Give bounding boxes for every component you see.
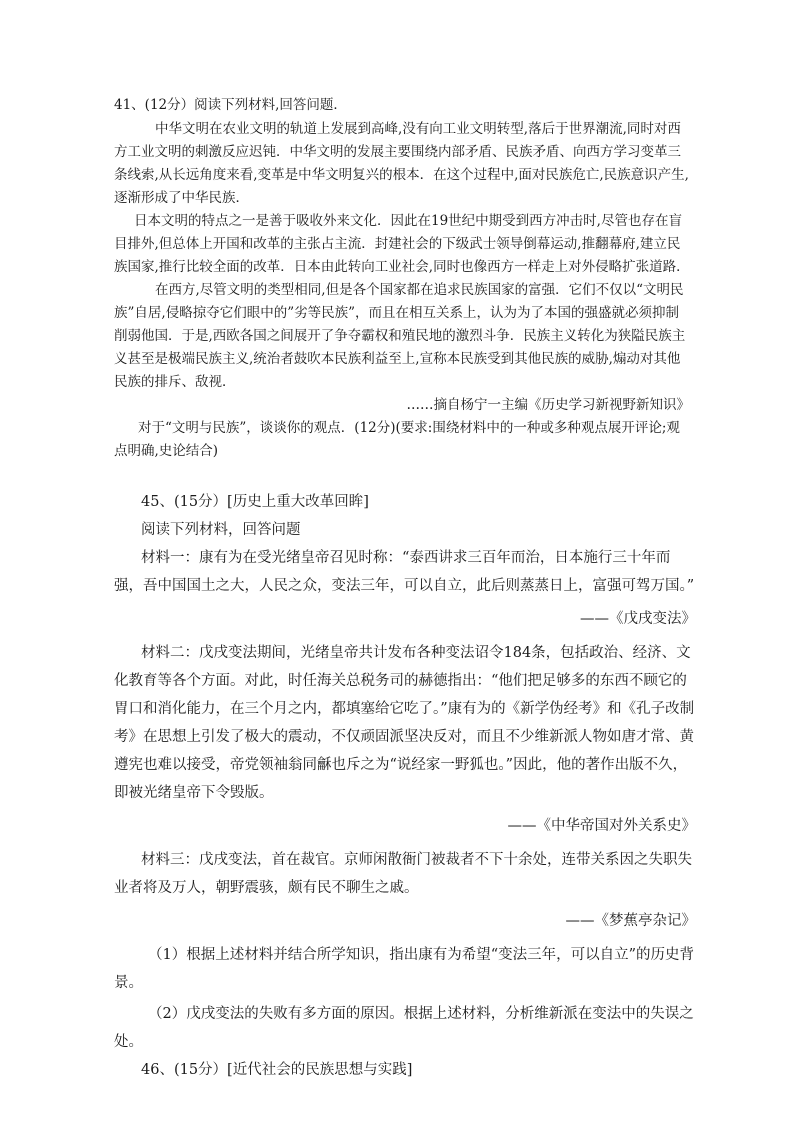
question-41-header: 41、(12分）阅读下列材料,回答问题． bbox=[114, 97, 347, 113]
q41-material-paragraph-west: 在西方,尽管文明的类型相同,但是各个国家都在追求民族国家的富强．它们不仅以“文明民族”自居,侵略掠夺它们眼中的”劣等民族”，而且在相互关系上，认为为了本国的强盛就必须抑制削弱他国．于是,西欧各国之间展开了争夺霸权和殖民地的激烈斗争．民族主义转化为狭隘民族主义甚至是极端民族主义,统治者鼓吹本民族利益至上,宣称本民族受到其他民族的威胁,煽动对其他民族的排斥、敌视． bbox=[114, 282, 686, 390]
q45-material-1-source: ——《戊戌变法》 bbox=[580, 611, 696, 627]
q41-material-source: ……摘自杨宁一主编《历史学习新视野新知识》 bbox=[406, 397, 690, 413]
question-46-header: 46、(15分）[近代社会的民族思想与实践] bbox=[141, 1062, 413, 1078]
q41-material-paragraph-china: 中华文明在农业文明的轨道上发展到高峰,没有向工业文明转型,落后于世界潮流,同时对西方工业文明的刺激反应迟钝．中华文明的发展主要围绕内部矛盾、民族矛盾、向西方学习变革三条线索,从长远角度来看,变革是中华文明复兴的根本．在这个过程中,面对民族危亡,民族意识产生,逐渐形成了中华民族． bbox=[114, 121, 689, 206]
q45-material-3: 材料三：戊戌变法，首在裁官。京师闲散衙门被裁者不下十余处，连带关系因之失职失业者将及万人，朝野震骇，颇有民不聊生之戚。 bbox=[114, 852, 692, 896]
q45-material-2: 材料二：戊戌变法期间，光绪皇帝共计发布各种变法诏令184条，包括政治、经济、文化教育等各个方面。对此，时任海关总税务司的赫德指出：“他们把足够多的东西不顾它的胃口和消化能力，在三个月之内，都填塞给它吃了。”康有为的《新学伪经考》和《孔子改制考》在思想上引发了极大的震动，不仅顽固派坚决反对，而且不少维新派人物如唐才常、黄遵宪也难以接受，帝党领袖翁同龢也斥之为“说经家一野狐也。”因此，他的著作出版不久，即被光绪皇帝下令毁版。 bbox=[114, 645, 695, 801]
q45-instruction: 阅读下列材料，回答问题 bbox=[141, 522, 301, 538]
q41-material-paragraph-japan: 日本文明的特点之一是善于吸收外来文化．因此在19世纪中期受到西方冲击时,尽管也存在盲目排外,但总体上开国和改革的主张占主流．封建社会的下级武士领导倒幕运动,推翻幕府,建立民族国家,推行比较全面的改革．日本由此转向工业社会,同时也像西方一样走上对外侵略扩张道路． bbox=[114, 213, 690, 275]
q45-material-1: 材料一：康有为在受光绪皇帝召见时称：“泰西讲求三百年而治，日本施行三十年而强，吾中国国土之大，人民之众，变法三年，可以自立，此后则蒸蒸日上，富强可驾万国。” bbox=[114, 550, 695, 594]
q45-material-3-source: ——《梦蕉亭杂记》 bbox=[565, 913, 696, 929]
question-45-header: 45、(15分）[历史上重大改革回眸] bbox=[141, 494, 369, 510]
q45-material-2-source: ——《中华帝国对外关系史》 bbox=[507, 818, 696, 834]
q41-question-prompt: 对于“文明与民族”，谈谈你的观点．(12分)(要求:围绕材料中的一种或多种观点展开评论;观点明确,史论结合) bbox=[114, 420, 680, 459]
q45-sub-question-1: （1）根据上述材料并结合所学知识，指出康有为希望“变法三年，可以自立”的历史背景。 bbox=[114, 947, 695, 991]
question-41 bbox=[114, 94, 690, 463]
q45-sub-question-2: （2）戊戌变法的失败有多方面的原因。根据上述材料，分析维新派在变法中的失误之处。 bbox=[114, 1006, 694, 1050]
question-45 bbox=[114, 488, 696, 1084]
